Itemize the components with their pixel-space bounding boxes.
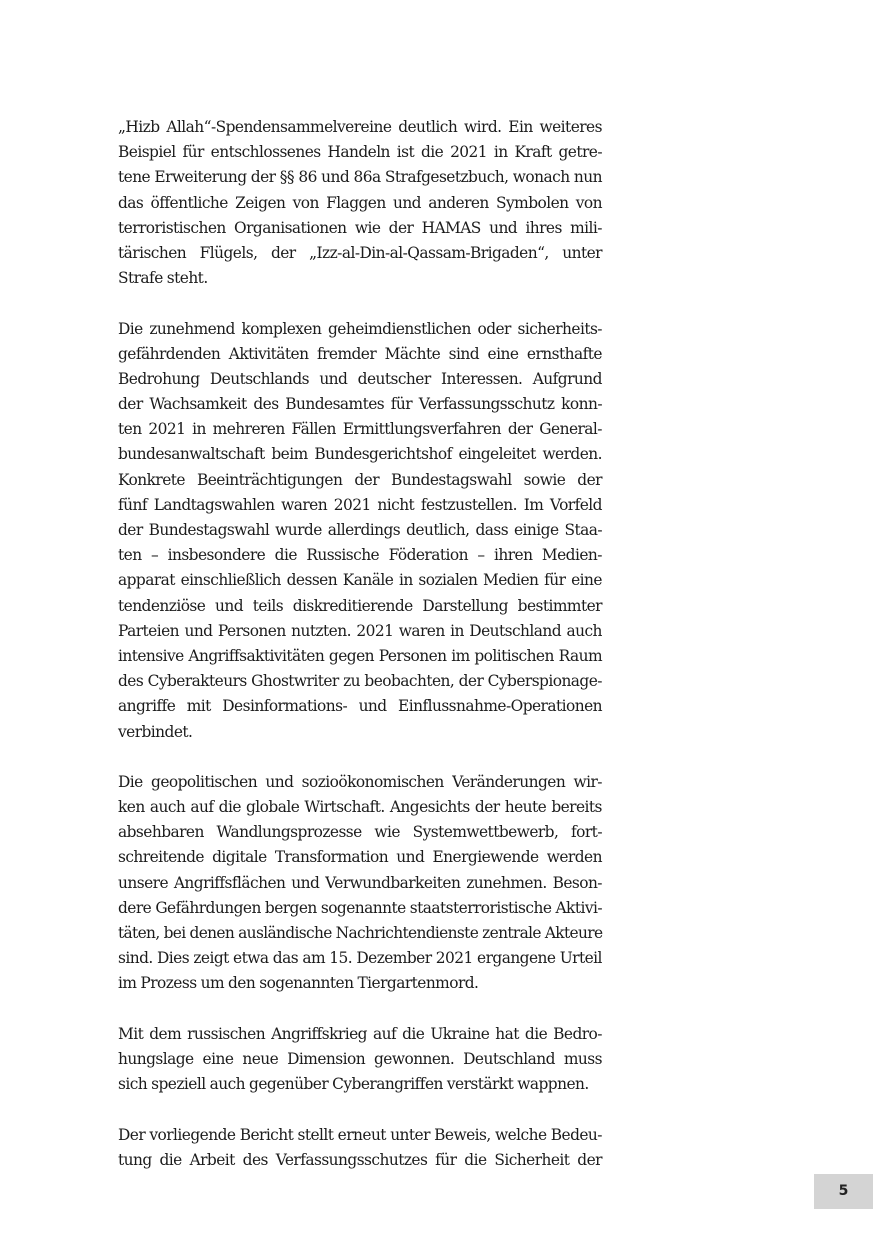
text-line: im Prozess um den sogenannten Tiergartenmord. <box>118 974 479 993</box>
text-line: terroristischen Organisationen wie der HAMAS und ihres mili- <box>118 218 602 237</box>
paragraph-gap <box>118 997 602 1022</box>
text-line: hungslage eine neue Dimension gewonnen. Deutschland muss <box>118 1049 602 1068</box>
text-line: bundesanwaltschaft beim Bundesgerichtshof eingeleitet werden. <box>118 445 602 464</box>
text-line: apparat einschließlich dessen Kanäle in sozialen Medien für eine <box>118 571 602 590</box>
paragraph-gap <box>118 745 602 770</box>
text-line: Bedrohung Deutschlands und deutscher Interessen. Aufgrund <box>118 369 602 388</box>
text-line: das öffentliche Zeigen von Flaggen und anderen Symbolen von <box>118 193 602 212</box>
text-line: schreitende digitale Transformation und Energiewende werden <box>118 848 602 867</box>
paragraph-gap <box>118 291 602 316</box>
text-line: Mit dem russischen Angriffskrieg auf die Ukraine hat die Bedro- <box>118 1024 602 1043</box>
text-line: ten 2021 in mehreren Fällen Ermittlungsverfahren der General- <box>118 420 602 439</box>
text-line: tendenziöse und teils diskreditierende Darstellung bestimmter <box>118 596 602 615</box>
paragraph <box>118 115 602 291</box>
text-line: tene Erweiterung der §§ 86 und 86a Strafgesetzbuch, wonach nun <box>118 168 602 187</box>
text-line: der Bundestagswahl wurde allerdings deutlich, dass einige Staa- <box>118 521 602 539</box>
text-line: dere Gefährdungen bergen sogenannte staatsterroristische Aktivi- <box>118 898 602 917</box>
paragraph <box>118 770 602 997</box>
text-line: ken auch auf die globale Wirtschaft. Angesichts der heute bereits <box>118 798 602 817</box>
text-line: Konkrete Beeinträchtigungen der Bundestagswahl sowie der <box>118 470 602 489</box>
text-line: intensive Angriffsaktivitäten gegen Personen im politischen Raum <box>118 646 602 665</box>
text-line: der Wachsamkeit des Bundesamtes für Verfassungsschutz konn- <box>118 395 602 414</box>
text-line: „Hizb Allah“-Spendensammelvereine deutlich wird. Ein weiteres <box>118 118 602 136</box>
page-number: 5 <box>838 1183 849 1199</box>
text-line: tärischen Flügels, der „Izz-al-Din-al-Qassam-Brigaden“, unter <box>118 243 602 262</box>
text-line: ten – insbesondere die Russische Föderation – ihren Medien- <box>118 546 602 565</box>
page-number-box <box>814 1174 873 1209</box>
text-line: täten, bei denen ausländische Nachrichtendienste zentrale Akteure <box>118 924 603 942</box>
paragraph <box>118 1123 602 1173</box>
text-line: tung die Arbeit des Verfassungsschutzes für die Sicherheit der <box>118 1150 602 1169</box>
text-line: Der vorliegende Bericht stellt erneut unter Beweis, welche Bedeu- <box>118 1125 602 1144</box>
text-line: Parteien und Personen nutzten. 2021 waren in Deutschland auch <box>118 621 602 640</box>
text-line: Beispiel für entschlossenes Handeln ist die 2021 in Kraft getre- <box>118 143 602 162</box>
text-line: Die geopolitischen und sozioökonomischen Veränderungen wir- <box>118 772 602 791</box>
text-line: sind. Dies zeigt etwa das am 15. Dezember 2021 ergangene Urteil <box>118 949 602 968</box>
text-line: des Cyberakteurs Ghostwriter zu beobachten, der Cyberspionage- <box>118 672 602 691</box>
paragraph-gap <box>118 1097 602 1122</box>
paragraph <box>118 1022 602 1098</box>
text-line: gefährdenden Aktivitäten fremder Mächte sind eine ernsthafte <box>118 344 602 363</box>
text-line: absehbaren Wandlungsprozesse wie Systemwettbewerb, fort- <box>118 823 602 842</box>
text-line: angriffe mit Desinformations- und Einflussnahme-Operationen <box>118 697 602 716</box>
text-line: unsere Angriffsflächen und Verwundbarkeiten zunehmen. Beson- <box>118 873 602 892</box>
text-line: fünf Landtagswahlen waren 2021 nicht festzustellen. Im Vorfeld <box>118 495 602 514</box>
text-line: verbindet. <box>118 722 193 741</box>
text-line: sich speziell auch gegenüber Cyberangriffen verstärkt wappnen. <box>118 1075 589 1094</box>
text-line: Die zunehmend komplexen geheimdienstlichen oder sicherheits- <box>118 319 602 338</box>
body-text <box>118 115 602 1173</box>
paragraph <box>118 317 602 745</box>
text-line: Strafe steht. <box>118 269 208 288</box>
